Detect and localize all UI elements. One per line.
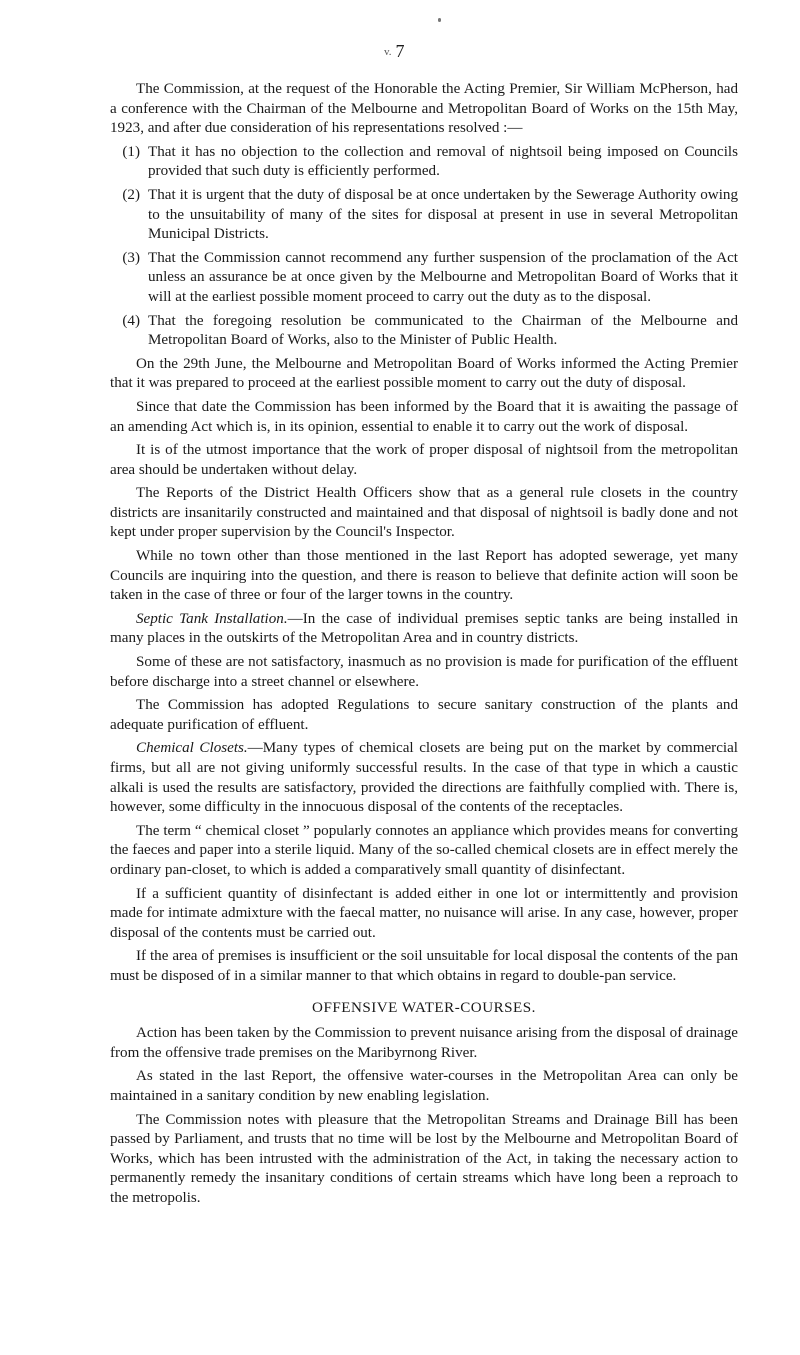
paragraph: While no town other than those mentioned in the last Report has adopted sewerage, yet many Councils are inquiring into the question, and there is reason to believe that definite action will soon be taken in the case of three or four of the larger towns in the country. — [110, 548, 738, 604]
resolution-number: (1) — [122, 143, 140, 160]
resolution-item — [110, 143, 738, 182]
resolution-item — [110, 186, 738, 245]
paragraph: If a sufficient quantity of disinfectant is added either in one lot or intermittently and provision made for intimate admixture with the faecal matter, no nuisance will arise. In any case, however, proper disposal of the contents must be carried out. — [110, 885, 738, 941]
speck-mark — [438, 18, 441, 22]
paragraph: The term “ chemical closet ” popularly connotes an appliance which provides means for converting the faeces and paper into a sterile liquid. Many of the so-called chemical closets are in effect merely the ordinary pan-closet, to which is added a comparatively small quantity of disinfectant. — [110, 822, 738, 878]
septic-title: Septic Tank Installation. — [136, 610, 288, 627]
paragraph: If the area of premises is insufficient or the soil unsuitable for local disposal the contents of the pan must be disposed of in a similar manner to that which obtains in regard to double-pan service. — [110, 948, 738, 984]
paragraph: Some of these are not satisfactory, inasmuch as no provision is made for purification of the effluent before discharge into a street channel or elsewhere. — [110, 654, 738, 690]
section-heading: OFFENSIVE WATER-COURSES. — [312, 999, 536, 1016]
resolution-text: That it is urgent that the duty of disposal be at once undertaken by the Sewerage Authority owing to the unsuitability of many of the sites for disposal at present in use in several Metropolitan Municipal Districts. — [148, 186, 738, 243]
stray-mark: v. — [384, 46, 392, 58]
resolution-number: (3) — [122, 249, 140, 266]
resolution-text: That it has no objection to the collection and removal of nightsoil being imposed on Councils provided that such duty is efficiently performed. — [148, 143, 738, 180]
paragraph: It is of the utmost importance that the work of proper disposal of nightsoil from the metropolitan area should be undertaken without delay. — [110, 442, 738, 478]
paragraph: As stated in the last Report, the offensive water-courses in the Metropolitan Area can only be maintained in a sanitary condition by new enabling legislation. — [110, 1068, 738, 1104]
paragraph: The Commission notes with pleasure that the Metropolitan Streams and Drainage Bill has been passed by Parliament, and trusts that no time will be lost by the Melbourne and Metropolitan Board of Works, which has been intrusted with the administration of the Act, in taking the necessary action to permanently remedy the insanitary conditions of certain streams which have long been a reproach to the metropolis. — [110, 1111, 738, 1206]
resolution-text: That the foregoing resolution be communicated to the Chairman of the Melbourne and Metropolitan Board of Works, also to the Minister of Public Health. — [148, 312, 738, 349]
resolution-item — [110, 249, 738, 308]
chemical-title: Chemical Closets. — [136, 740, 248, 757]
paragraph: Since that date the Commission has been informed by the Board that it is awaiting the passage of an amending Act which is, in its opinion, essential to enable it to carry out the work of disposal. — [110, 398, 738, 435]
septic-paragraph — [110, 610, 738, 649]
paragraph: Action has been taken by the Commission to prevent nuisance arising from the disposal of drainage from the offensive trade premises on the Maribyrnong River. — [110, 1025, 738, 1061]
intro-paragraph: The Commission, at the request of the Honorable the Acting Premier, Sir William McPherson, had a conference with the Chairman of the Melbourne and Metropolitan Board of Works on the 15th May, 1923, and after due consideration of his representations resolved :— — [110, 81, 738, 137]
body-text — [110, 80, 738, 1212]
page-number: 7 — [395, 41, 405, 61]
paragraph: On the 29th June, the Melbourne and Metropolitan Board of Works informed the Acting Premier that it was prepared to proceed at the earliest possible moment to carry out the duty of disposal. — [110, 355, 738, 392]
paragraph: The Reports of the District Health Officers show that as a general rule closets in the country districts are insanitarily constructed and maintained and that disposal of nightsoil is badly done and not kept under proper supervision by the Council's Inspector. — [110, 485, 738, 541]
septic-text: —In the case of individual premises septic tanks are being installed in many places in the outskirts of the Metropolitan Area and in country districts. — [110, 610, 738, 647]
resolution-text: That the Commission cannot recommend any further suspension of the proclamation of the Act unless an assurance be at once given by the Melbourne and Metropolitan Board of Works that it will at the earliest possible moment proceed to carry out the duty as to the disposal. — [148, 249, 738, 305]
resolution-item — [110, 312, 738, 351]
resolution-number: (4) — [122, 312, 140, 329]
chemical-paragraph — [110, 739, 738, 817]
chemical-text: —Many types of chemical closets are being put on the market by commercial firms, but all are not giving uniformly successful results. In the case of that type in which a caustic alkali is used the results are satisfactory, provided the directions are faithfully complied with. There is, however, some difficulty in the innocuous disposal of the contents of the receptacles. — [110, 740, 738, 816]
paragraph: The Commission has adopted Regulations to secure sanitary construction of the plants and adequate purification of effluent. — [110, 697, 738, 733]
resolution-number: (2) — [122, 186, 140, 203]
